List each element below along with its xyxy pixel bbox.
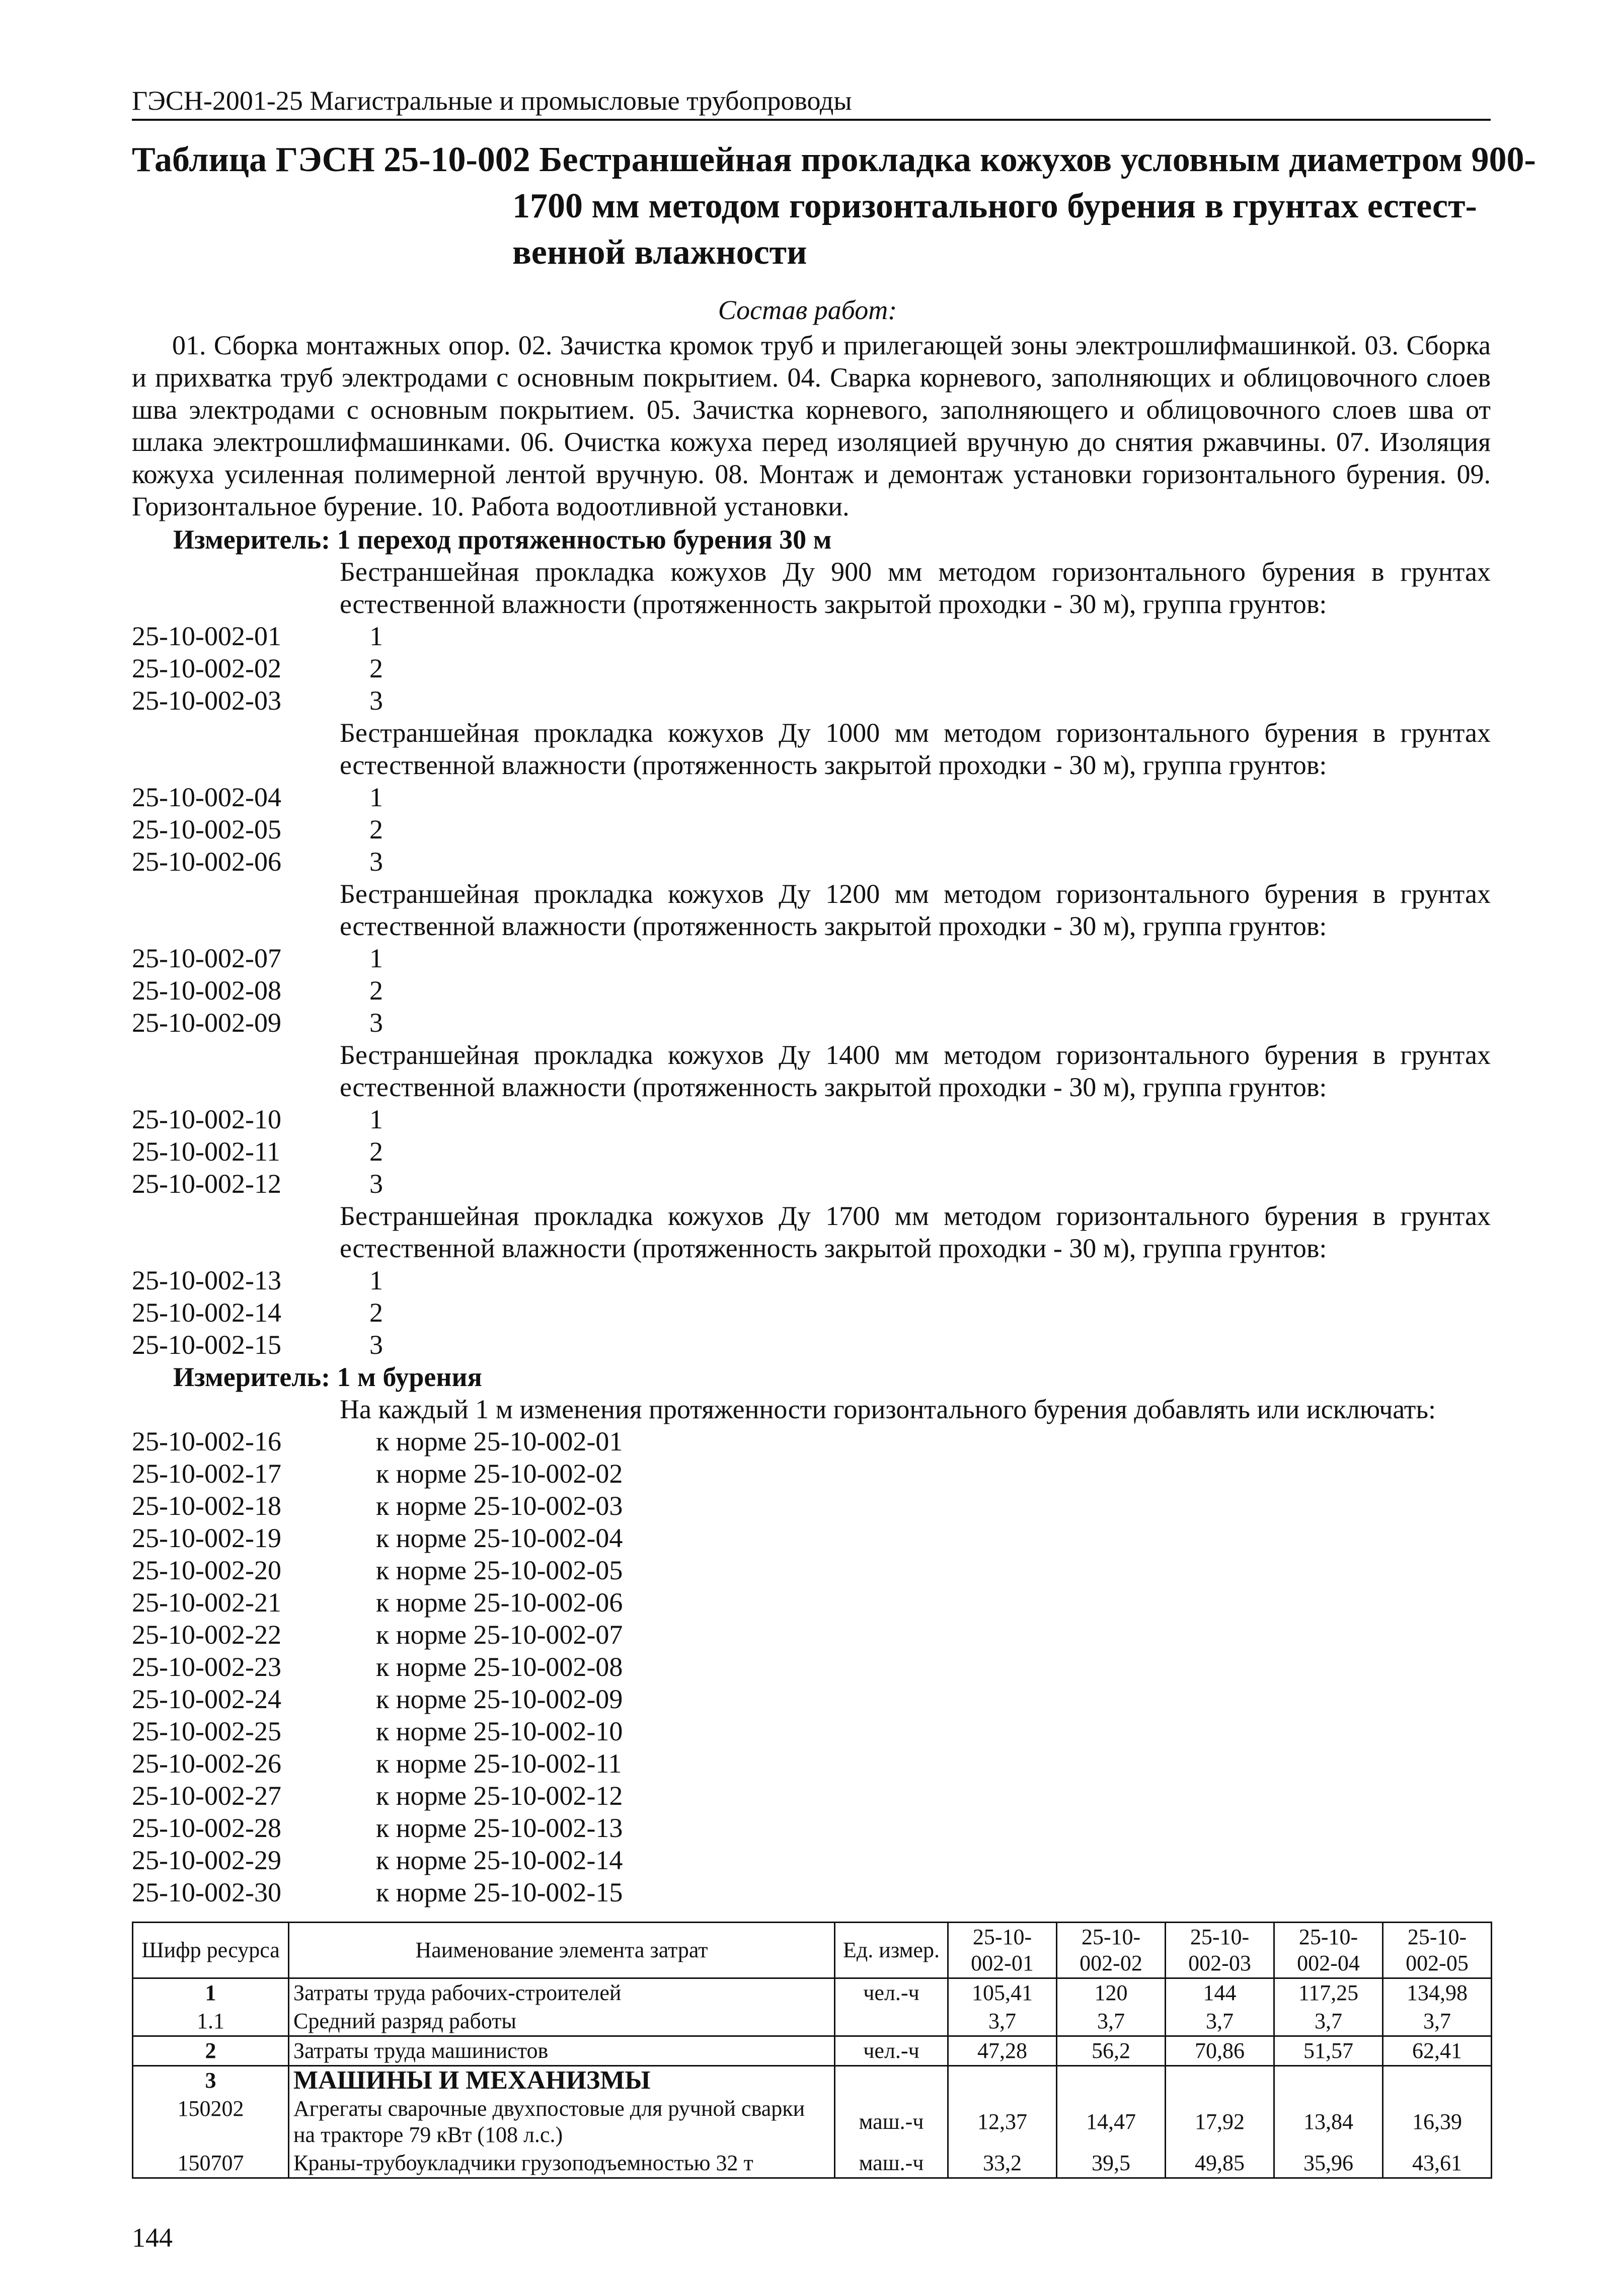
- addition-row: [132, 1586, 1491, 1619]
- cell-value: 17,92: [1166, 2095, 1274, 2149]
- norm-code: 25-10-002-17: [132, 1459, 281, 1489]
- cell-empty: [1057, 2066, 1166, 2095]
- norm-reference: к норме 25-10-002-12: [376, 1781, 623, 1811]
- addition-row: [132, 1490, 1491, 1522]
- header-norm-column: [1166, 1923, 1274, 1978]
- header-norm-column: [1383, 1923, 1492, 1978]
- norm-code: 25-10-002-06: [132, 847, 281, 877]
- cell-unit: [835, 2007, 948, 2036]
- cell-value: 43,61: [1383, 2149, 1492, 2178]
- norm-group-description: Бестраншейная прокладка кожухов Ду 1200 мм методом горизонтального бурения в грунтах естественной влажности (протяженность закрытой проходки - 30 м), группа грунтов:: [340, 879, 1491, 941]
- addition-row: [132, 1554, 1491, 1586]
- section-title: МАШИНЫ И МЕХАНИЗМЫ: [289, 2066, 835, 2095]
- header-cost-element: Наименование элемента затрат: [289, 1923, 835, 1978]
- addition-row: [132, 1683, 1491, 1715]
- cell-value: 3,7: [1166, 2007, 1274, 2036]
- norm-group: [132, 878, 1491, 1039]
- soil-group: 1: [369, 621, 383, 651]
- soil-group: 1: [369, 1265, 383, 1295]
- norm-code: 25-10-002-07: [132, 943, 281, 973]
- addition-list: [132, 1425, 1491, 1908]
- table-row: [133, 2036, 1492, 2066]
- norm-code: 25-10-002-01: [132, 621, 281, 651]
- table-title-line-3: венной влажности: [512, 233, 807, 272]
- norm-code: 25-10-002-16: [132, 1426, 281, 1457]
- cell-value: 35,96: [1274, 2149, 1383, 2178]
- soil-group: 1: [369, 943, 383, 973]
- norm-row: [132, 781, 1491, 813]
- soil-group: 2: [369, 814, 383, 845]
- cell-value: 105,41: [948, 1978, 1057, 2008]
- norm-reference: к норме 25-10-002-14: [376, 1845, 623, 1875]
- section-row: [133, 2066, 1492, 2095]
- norm-reference: к норме 25-10-002-05: [376, 1555, 623, 1585]
- table-header-row: [133, 1923, 1492, 1978]
- norm-code: 25-10-002-19: [132, 1523, 281, 1553]
- cell-value: 144: [1166, 1978, 1274, 2008]
- norm-reference: к норме 25-10-002-08: [376, 1652, 623, 1682]
- cell-empty: [1274, 2066, 1383, 2095]
- addition-row: [132, 1876, 1491, 1908]
- addition-row: [132, 1844, 1491, 1876]
- cell-name: Краны-трубоукладчики грузоподъемностью 32 т: [289, 2149, 835, 2178]
- cell-value: 3,7: [1274, 2007, 1383, 2036]
- norm-code: 25-10-002-29: [132, 1845, 281, 1875]
- resource-table: [132, 1922, 1492, 2179]
- cell-code: 1.1: [133, 2007, 289, 2036]
- header-norm-column: [948, 1923, 1057, 1978]
- cell-value: 3,7: [1057, 2007, 1166, 2036]
- norm-group-description: Бестраншейная прокладка кожухов Ду 1700 мм методом горизонтального бурения в грунтах естественной влажности (протяженность закрытой проходки - 30 м), группа грунтов:: [340, 1201, 1491, 1263]
- norm-row: [132, 684, 1491, 717]
- norm-row: [132, 1296, 1491, 1329]
- cell-value: 62,41: [1383, 2036, 1492, 2066]
- norm-code: 25-10-002-02: [132, 653, 281, 683]
- table-row: [133, 2149, 1492, 2178]
- norm-reference: к норме 25-10-002-01: [376, 1426, 623, 1457]
- norm-reference: к норме 25-10-002-09: [376, 1684, 623, 1714]
- cell-empty: [1383, 2066, 1492, 2095]
- soil-group: 3: [369, 847, 383, 877]
- soil-group: 3: [369, 1008, 383, 1038]
- header-norm-column: [1057, 1923, 1166, 1978]
- measure-heading-2: [132, 1361, 1491, 1393]
- cell-name: Агрегаты сварочные двухпостовые для ручной сварки на тракторе 79 кВт (108 л.с.): [289, 2095, 835, 2149]
- addition-row: [132, 1780, 1491, 1812]
- table-title-line-1: Таблица ГЭСН 25-10-002 Бестраншейная прокладка кожухов условным диаметром 900-: [132, 140, 1536, 179]
- cell-value: 134,98: [1383, 1978, 1492, 2008]
- norm-row: [132, 1264, 1491, 1296]
- header-norm-bottom: 002-02: [1080, 1951, 1142, 1975]
- soil-group: 2: [369, 1297, 383, 1328]
- norm-group-description: Бестраншейная прокладка кожухов Ду 1400 мм методом горизонтального бурения в грунтах естественной влажности (протяженность закрытой проходки - 30 м), группа грунтов:: [340, 1040, 1491, 1102]
- norm-code: 25-10-002-25: [132, 1716, 281, 1746]
- norm-row: [132, 1103, 1491, 1135]
- norm-reference: к норме 25-10-002-15: [376, 1877, 623, 1907]
- addition-row: [132, 1812, 1491, 1844]
- addition-row: [132, 1747, 1491, 1780]
- addition-row: [132, 1619, 1491, 1651]
- norm-code: 25-10-002-21: [132, 1587, 281, 1618]
- soil-group: 1: [369, 782, 383, 812]
- header-norm-column: [1274, 1923, 1383, 1978]
- addition-row: [132, 1651, 1491, 1683]
- norm-code: 25-10-002-18: [132, 1491, 281, 1521]
- header-norm-bottom: 002-05: [1406, 1951, 1469, 1975]
- norm-row: [132, 1329, 1491, 1361]
- norm-reference: к норме 25-10-002-07: [376, 1620, 623, 1650]
- norm-code: 25-10-002-23: [132, 1652, 281, 1682]
- norm-code: 25-10-002-04: [132, 782, 281, 812]
- cell-code: 150707: [133, 2149, 289, 2178]
- norm-group: [132, 1039, 1491, 1200]
- cell-value: 33,2: [948, 2149, 1057, 2178]
- header-norm-top: 25-10-: [1081, 1925, 1141, 1949]
- header-norm-bottom: 002-04: [1297, 1951, 1360, 1975]
- norm-code: 25-10-002-27: [132, 1781, 281, 1811]
- norm-row: [132, 974, 1491, 1007]
- norm-code: 25-10-002-03: [132, 685, 281, 716]
- addition-row: [132, 1425, 1491, 1458]
- cell-value: 16,39: [1383, 2095, 1492, 2149]
- table-row: [133, 2095, 1492, 2149]
- norm-group: [132, 717, 1491, 878]
- norm-code: 25-10-002-20: [132, 1555, 281, 1585]
- soil-group: 3: [369, 1330, 383, 1360]
- measure-heading-1: [132, 523, 1491, 556]
- norm-code: 25-10-002-14: [132, 1297, 281, 1328]
- norm-code: 25-10-002-11: [132, 1136, 280, 1167]
- page-number: 144: [132, 2223, 173, 2253]
- addition-row: [132, 1522, 1491, 1554]
- header-norm-top: 25-10-: [972, 1925, 1032, 1949]
- header-rule: [132, 119, 1491, 121]
- norm-row: [132, 620, 1491, 652]
- soil-group: 1: [369, 1104, 383, 1134]
- cell-value: 12,37: [948, 2095, 1057, 2149]
- norm-code: 25-10-002-26: [132, 1748, 281, 1779]
- norm-row: [132, 1168, 1491, 1200]
- norm-reference: к норме 25-10-002-11: [376, 1748, 622, 1779]
- norm-row: [132, 1007, 1491, 1039]
- norms-list: [132, 523, 1491, 1908]
- norm-row: [132, 1135, 1491, 1168]
- norm-code: 25-10-002-28: [132, 1813, 281, 1843]
- header-norm-bottom: 002-03: [1188, 1951, 1251, 1975]
- table-title: [132, 137, 1536, 276]
- addition-row: [132, 1458, 1491, 1490]
- norm-row: [132, 846, 1491, 878]
- cell-unit: маш.-ч: [835, 2149, 948, 2178]
- norm-code: 25-10-002-22: [132, 1620, 281, 1650]
- cell-name: Затраты труда машинистов: [289, 2036, 835, 2066]
- norm-code: 25-10-002-15: [132, 1330, 281, 1360]
- table-title-line-2: 1700 мм методом горизонтального бурения в грунтах естест-: [512, 187, 1477, 225]
- cell-code: 1: [133, 1978, 289, 2008]
- norm-row: [132, 813, 1491, 846]
- cell-value: 120: [1057, 1978, 1166, 2008]
- norm-code: 25-10-002-09: [132, 1008, 281, 1038]
- soil-group: 3: [369, 685, 383, 716]
- norm-row: [132, 652, 1491, 684]
- header-unit: Ед. измер.: [835, 1923, 948, 1978]
- norm-group-description: Бестраншейная прокладка кожухов Ду 900 мм методом горизонтального бурения в грунтах естественной влажности (протяженность закрытой проходки - 30 м), группа грунтов:: [340, 557, 1491, 619]
- header-norm-top: 25-10-: [1407, 1925, 1467, 1949]
- norm-reference: к норме 25-10-002-13: [376, 1813, 623, 1843]
- cell-unit: маш.-ч: [835, 2095, 948, 2149]
- cell-empty: [948, 2066, 1057, 2095]
- cell-value: 13,84: [1274, 2095, 1383, 2149]
- norm-code: 25-10-002-10: [132, 1104, 281, 1134]
- cell-value: 3,7: [1383, 2007, 1492, 2036]
- addition-description: На каждый 1 м изменения протяженности горизонтального бурения добавлять или исключать:: [340, 1394, 1436, 1424]
- norm-reference: к норме 25-10-002-10: [376, 1716, 623, 1746]
- cell-name: Средний разряд работы: [289, 2007, 835, 2036]
- cell-value: 49,85: [1166, 2149, 1274, 2178]
- norm-row: [132, 942, 1491, 974]
- header-norm-top: 25-10-: [1298, 1925, 1358, 1949]
- norm-reference: к норме 25-10-002-06: [376, 1587, 623, 1618]
- work-composition-heading: Состав работ:: [718, 295, 897, 325]
- norm-reference: к норме 25-10-002-03: [376, 1491, 623, 1521]
- cell-value: 117,25: [1274, 1978, 1383, 2008]
- table-row: [133, 1978, 1492, 2008]
- cell-code: 2: [133, 2036, 289, 2066]
- cell-unit: чел.-ч: [835, 1978, 948, 2008]
- cell-value: 39,5: [1057, 2149, 1166, 2178]
- header-norm-bottom: 002-01: [971, 1951, 1034, 1975]
- header-norm-top: 25-10-: [1190, 1925, 1250, 1949]
- cell-value: 3,7: [948, 2007, 1057, 2036]
- cell-unit: чел.-ч: [835, 2036, 948, 2066]
- cell-code: 150202: [133, 2095, 289, 2149]
- cell-value: 56,2: [1057, 2036, 1166, 2066]
- cell-value: 14,47: [1057, 2095, 1166, 2149]
- norm-code: 25-10-002-05: [132, 814, 281, 845]
- table-row: [133, 2007, 1492, 2036]
- norm-code: 25-10-002-24: [132, 1684, 281, 1714]
- cell-value: 47,28: [948, 2036, 1057, 2066]
- norm-code: 25-10-002-12: [132, 1169, 281, 1199]
- cell-name: Затраты труда рабочих-строителей: [289, 1978, 835, 2008]
- norm-reference: к норме 25-10-002-04: [376, 1523, 623, 1553]
- work-composition-text: 01. Сборка монтажных опор. 02. Зачистка кромок труб и прилегающей зоны электрошлифмашинкой. 03. Сборка и прихватка труб электродами с основным покрытием. 04. Сварка корневого, заполняющих и облицовочного слоев шва электродами с основным покрытием. 05. Зачистка корневого, заполняющего и облицовочного слоев шва от шлака электрошлифмашинками. 06. Очистка кожуха перед изоляцией вручную до снятия ржавчины. 07. Изоляция кожуха усиленная полимерной лентой вручную. 08. Монтаж и демонтаж установки горизонтального бурения. 09. Горизонтальное бурение. 10. Работа водоотливной установки.: [132, 330, 1491, 521]
- norm-group: [132, 1200, 1491, 1361]
- cell-value: 51,57: [1274, 2036, 1383, 2066]
- cell-empty: [1166, 2066, 1274, 2095]
- header-resource-code: Шифр ресурса: [133, 1923, 289, 1978]
- soil-group: 2: [369, 1136, 383, 1167]
- norm-code: 25-10-002-13: [132, 1265, 281, 1295]
- soil-group: 2: [369, 975, 383, 1006]
- soil-group: 3: [369, 1169, 383, 1199]
- norm-reference: к норме 25-10-002-02: [376, 1459, 623, 1489]
- cell-value: 70,86: [1166, 2036, 1274, 2066]
- cell-empty: [835, 2066, 948, 2095]
- norm-code: 25-10-002-08: [132, 975, 281, 1006]
- running-header: ГЭСН-2001-25 Магистральные и промысловые трубопроводы: [132, 86, 852, 116]
- measure-label: Измеритель: 1 м бурения: [173, 1362, 482, 1392]
- norm-group: [132, 556, 1491, 717]
- soil-group: 2: [369, 653, 383, 683]
- section-code: 3: [133, 2066, 289, 2095]
- norm-code: 25-10-002-30: [132, 1877, 281, 1907]
- addition-row: [132, 1715, 1491, 1747]
- measure-label: Измеритель: 1 переход протяженностью бурения 30 м: [173, 524, 832, 555]
- norm-group-description: Бестраншейная прокладка кожухов Ду 1000 мм методом горизонтального бурения в грунтах естественной влажности (протяженность закрытой проходки - 30 м), группа грунтов:: [340, 718, 1491, 780]
